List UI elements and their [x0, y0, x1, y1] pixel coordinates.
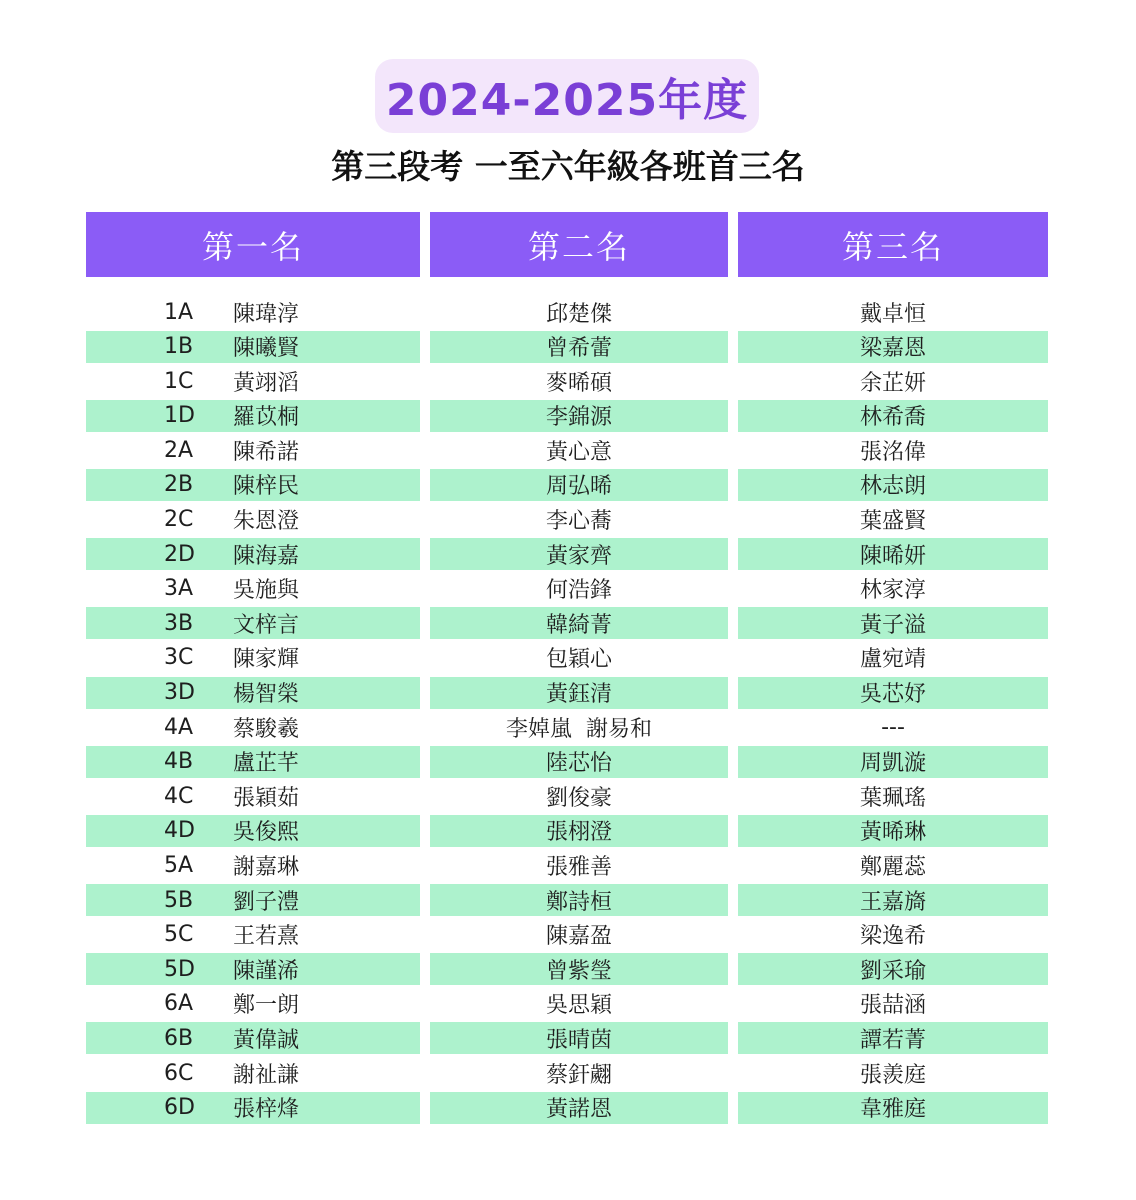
page-subtitle: 第三段考 一至六年級各班首三名	[331, 146, 805, 186]
third-place-cell	[738, 296, 1048, 328]
third-place-name: 譚若菁	[859, 1027, 926, 1053]
second-place-cell	[430, 296, 728, 328]
first-place-name: 陳謹浠	[233, 958, 300, 984]
class-label: 1A	[164, 299, 194, 325]
class-label: 4A	[164, 714, 194, 740]
second-place-cell	[430, 400, 728, 432]
third-place-cell	[738, 642, 1048, 674]
third-place-name: 陳晞妍	[859, 543, 926, 569]
second-place-name: 黃心意	[545, 439, 612, 465]
column-header-first: 第一名	[86, 212, 420, 277]
column-header-third: 第三名	[738, 212, 1048, 277]
first-place-name: 楊智榮	[233, 682, 300, 708]
first-place-cell	[86, 850, 420, 882]
first-place-cell	[86, 884, 420, 916]
third-place-name: 張洺偉	[859, 439, 926, 465]
third-place-name: 劉采瑜	[859, 958, 926, 984]
second-place-cell	[430, 1057, 728, 1089]
second-place-cell	[430, 504, 728, 536]
table-row	[0, 779, 1136, 814]
second-place-name: 張雅善	[545, 855, 612, 880]
second-place-name: 周弘晞	[545, 474, 612, 500]
first-place-name: 劉子澧	[233, 889, 300, 915]
first-place-name: 蔡駿羲	[233, 716, 300, 742]
second-place-name: 曾紫瑩	[545, 958, 612, 984]
third-place-cell	[738, 469, 1048, 501]
first-place-cell	[86, 988, 420, 1020]
class-label: 3C	[164, 645, 194, 671]
table-row	[0, 330, 1136, 365]
first-place-cell	[86, 573, 420, 605]
table-row	[0, 572, 1136, 607]
third-place-cell	[738, 850, 1048, 882]
first-place-name: 陳家輝	[233, 647, 300, 673]
second-place-name: 何浩鋒	[545, 578, 612, 604]
first-place-name: 謝祉謙	[233, 1062, 300, 1088]
table-row	[0, 503, 1136, 538]
class-label: 4D	[164, 818, 195, 844]
third-place-name: 張喆涵	[859, 993, 926, 1019]
third-place-name: 吳芯妤	[859, 682, 926, 708]
second-place-name: 劉俊豪	[545, 785, 612, 811]
first-place-name: 黃翊滔	[233, 370, 300, 396]
table-row	[0, 952, 1136, 987]
third-place-cell	[738, 365, 1048, 397]
first-place-name: 羅苡桐	[233, 405, 300, 431]
first-place-name: 吳俊熙	[233, 820, 300, 846]
third-place-name: 余芷妍	[859, 370, 926, 396]
second-place-name: 張栩澄	[545, 820, 612, 846]
first-place-cell	[86, 538, 420, 570]
second-place-name: 陳嘉盈	[545, 924, 612, 950]
class-label: 5C	[164, 922, 194, 948]
second-place-name: 黃諾恩	[545, 1097, 612, 1123]
first-place-name: 文梓言	[233, 612, 300, 638]
first-place-cell	[86, 1022, 420, 1054]
class-label: 2A	[164, 437, 194, 463]
first-place-name: 王若熹	[233, 924, 300, 950]
second-place-cell	[430, 1092, 728, 1124]
ranking-table	[0, 295, 1136, 1125]
third-place-cell	[738, 1092, 1048, 1124]
class-label: 6C	[164, 1060, 194, 1086]
second-place-name: 曾希蕾	[545, 336, 612, 362]
third-place-name: 鄭麗蕊	[859, 855, 926, 880]
second-place-name: 張晴茵	[545, 1027, 612, 1053]
second-place-cell	[430, 365, 728, 397]
table-row	[0, 537, 1136, 572]
third-place-name: 葉珮瑤	[859, 785, 926, 811]
third-place-name: 王嘉旖	[859, 889, 926, 915]
third-place-name: 林家淳	[859, 578, 926, 604]
second-place-name: 李錦源	[545, 405, 612, 431]
table-row	[0, 814, 1136, 849]
table-row	[0, 641, 1136, 676]
third-place-cell	[738, 331, 1048, 363]
table-row	[0, 468, 1136, 503]
table-row	[0, 745, 1136, 780]
second-place-name: 韓綺菁	[545, 612, 612, 638]
first-place-name: 黃偉誠	[233, 1027, 300, 1053]
first-place-cell	[86, 1057, 420, 1089]
third-place-name: 韋雅庭	[859, 1097, 926, 1123]
third-place-cell	[738, 815, 1048, 847]
table-row	[0, 1021, 1136, 1056]
third-place-cell	[738, 1057, 1048, 1089]
second-place-name: 吳思穎	[545, 993, 612, 1019]
second-place-name: 陸芯怡	[545, 751, 612, 777]
class-label: 5B	[164, 887, 194, 913]
third-place-cell	[738, 711, 1048, 743]
first-place-name: 朱恩澄	[233, 509, 300, 535]
table-row	[0, 433, 1136, 468]
class-label: 6D	[164, 1095, 195, 1121]
class-label: 3B	[164, 610, 194, 636]
third-place-cell	[738, 919, 1048, 951]
third-place-cell	[738, 988, 1048, 1020]
third-place-cell	[738, 400, 1048, 432]
second-place-cell	[430, 711, 728, 743]
class-label: 6B	[164, 1025, 194, 1051]
third-place-name: 梁嘉恩	[859, 336, 926, 362]
second-place-name: 麥晞碩	[545, 370, 612, 396]
table-row	[0, 987, 1136, 1022]
class-label: 3A	[164, 576, 194, 602]
first-place-cell	[86, 677, 420, 709]
first-place-cell	[86, 711, 420, 743]
table-row	[0, 710, 1136, 745]
first-place-cell	[86, 296, 420, 328]
table-row	[0, 295, 1136, 330]
first-place-cell	[86, 919, 420, 951]
first-place-name: 陳海嘉	[233, 543, 300, 569]
second-place-cell	[430, 573, 728, 605]
first-place-name: 張穎茹	[233, 785, 300, 811]
first-place-cell	[86, 607, 420, 639]
third-place-cell	[738, 538, 1048, 570]
class-label: 5D	[164, 956, 195, 982]
third-place-name: 葉盛賢	[859, 509, 926, 535]
table-row	[0, 849, 1136, 884]
class-label: 3D	[164, 680, 195, 706]
second-place-cell	[430, 1022, 728, 1054]
second-place-cell	[430, 607, 728, 639]
first-place-cell	[86, 953, 420, 985]
table-row	[0, 918, 1136, 953]
first-place-name: 吳施與	[233, 578, 300, 604]
first-place-name: 陳梓民	[233, 474, 300, 500]
first-place-name: 陳曦賢	[233, 336, 300, 362]
second-place-cell	[430, 780, 728, 812]
second-place-cell	[430, 331, 728, 363]
first-place-cell	[86, 746, 420, 778]
second-place-name: 蔡釬翽	[545, 1062, 612, 1088]
third-place-name: 戴卓恒	[859, 301, 926, 327]
second-place-cell	[430, 815, 728, 847]
class-label: 5A	[164, 853, 194, 878]
third-place-cell	[738, 607, 1048, 639]
third-place-name: 黃晞琳	[859, 820, 926, 846]
third-place-cell	[738, 677, 1048, 709]
third-place-cell	[738, 434, 1048, 466]
third-place-name: 林希喬	[859, 405, 926, 431]
third-place-name: 盧宛靖	[859, 647, 926, 673]
first-place-cell	[86, 331, 420, 363]
second-place-cell	[430, 642, 728, 674]
second-place-cell	[430, 953, 728, 985]
column-header-second: 第二名	[430, 212, 728, 277]
class-label: 1C	[164, 368, 194, 394]
first-place-cell	[86, 815, 420, 847]
class-label: 1D	[164, 403, 195, 429]
second-place-cell	[430, 434, 728, 466]
table-row	[0, 676, 1136, 711]
class-label: 6A	[164, 991, 194, 1017]
third-place-cell	[738, 573, 1048, 605]
class-label: 4C	[164, 783, 194, 809]
table-row	[0, 1056, 1136, 1091]
second-place-cell	[430, 677, 728, 709]
table-row	[0, 364, 1136, 399]
first-place-cell	[86, 365, 420, 397]
first-place-name: 鄭一朗	[233, 993, 300, 1019]
first-place-name: 謝嘉琳	[233, 855, 300, 880]
class-label: 4B	[164, 749, 194, 775]
third-place-cell	[738, 884, 1048, 916]
class-label: 1B	[164, 334, 194, 360]
third-place-name: 林志朗	[859, 474, 926, 500]
second-place-name: 黃家齊	[545, 543, 612, 569]
table-row	[0, 606, 1136, 641]
second-place-name: 李心蕎	[545, 509, 612, 535]
table-row	[0, 1091, 1136, 1126]
second-place-cell	[430, 988, 728, 1020]
third-place-cell	[738, 504, 1048, 536]
class-label: 2B	[164, 472, 194, 498]
second-place-cell	[430, 469, 728, 501]
first-place-name: 陳希諾	[233, 439, 300, 465]
third-place-cell	[738, 780, 1048, 812]
third-place-name: 張羨庭	[859, 1062, 926, 1088]
table-row	[0, 883, 1136, 918]
third-place-name: 黃子溢	[859, 612, 926, 638]
class-label: 2C	[164, 507, 194, 533]
second-place-name: 李婥嵐 謝易和	[506, 716, 652, 742]
second-place-name: 黃鈺清	[545, 682, 612, 708]
second-place-name: 包穎心	[545, 647, 612, 673]
second-place-cell	[430, 746, 728, 778]
third-place-cell	[738, 1022, 1048, 1054]
first-place-cell	[86, 434, 420, 466]
first-place-cell	[86, 642, 420, 674]
second-place-name: 邱楚傑	[545, 301, 612, 327]
year-title: 2024-2025年度	[375, 59, 759, 133]
first-place-name: 盧芷芊	[233, 751, 300, 777]
first-place-cell	[86, 504, 420, 536]
first-place-name: 張梓烽	[233, 1097, 300, 1123]
table-row	[0, 399, 1136, 434]
first-place-cell	[86, 469, 420, 501]
third-place-name: 梁逸希	[859, 924, 926, 950]
first-place-cell	[86, 1092, 420, 1124]
third-place-name: ---	[881, 714, 905, 740]
first-place-cell	[86, 400, 420, 432]
first-place-cell	[86, 780, 420, 812]
second-place-cell	[430, 850, 728, 882]
second-place-cell	[430, 538, 728, 570]
second-place-cell	[430, 919, 728, 951]
class-label: 2D	[164, 541, 195, 567]
first-place-name: 陳瑋淳	[233, 301, 300, 327]
second-place-cell	[430, 884, 728, 916]
second-place-name: 鄭詩桓	[545, 889, 612, 915]
third-place-name: 周凱漩	[859, 751, 926, 777]
third-place-cell	[738, 953, 1048, 985]
third-place-cell	[738, 746, 1048, 778]
